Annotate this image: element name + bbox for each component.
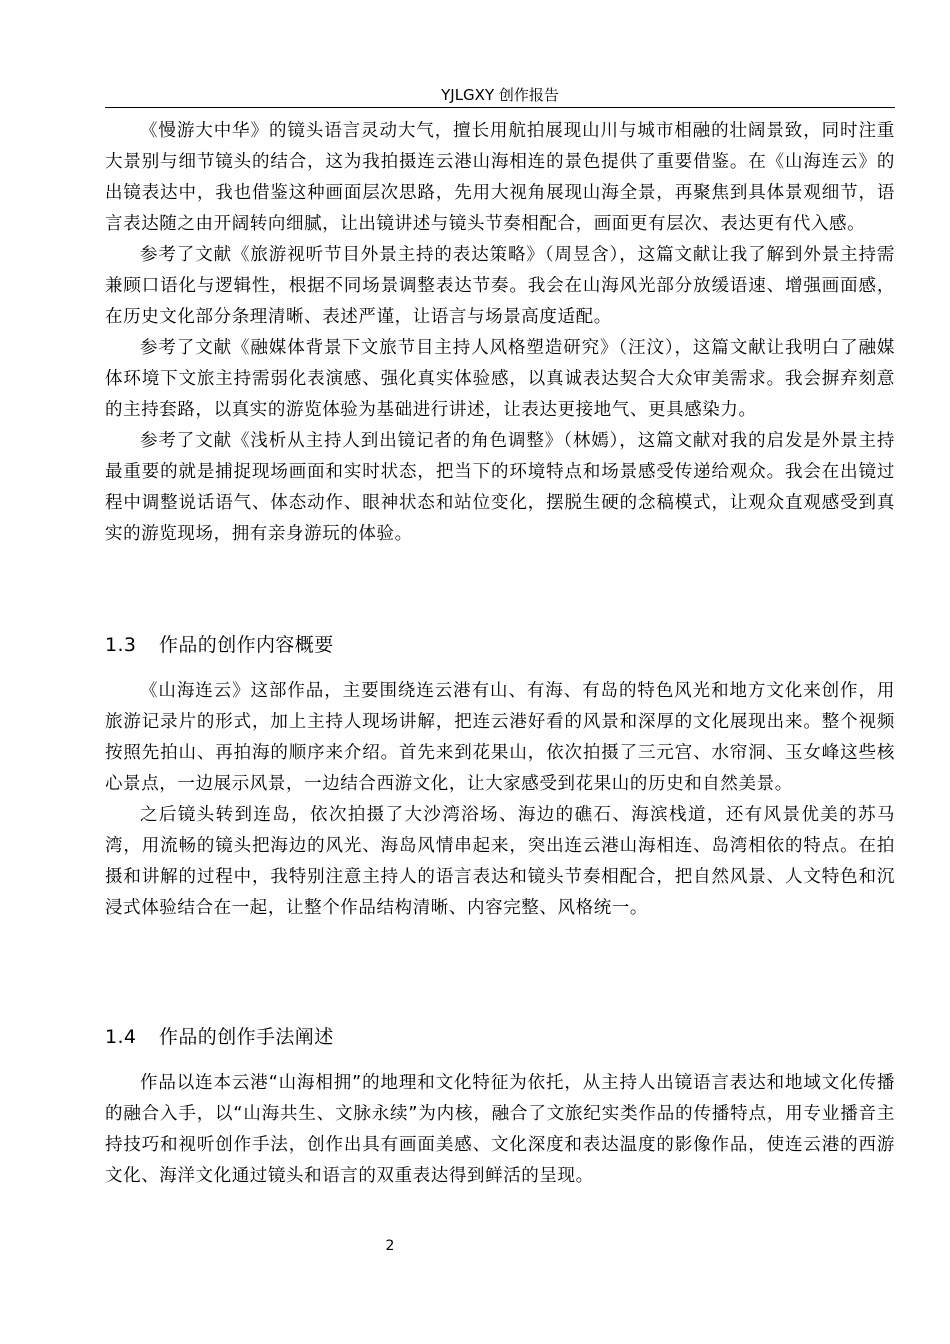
section-title: 作品的创作内容概要	[159, 634, 334, 656]
section-title: 作品的创作手法阐述	[159, 1026, 334, 1048]
section-1-3-text	[105, 676, 895, 924]
paragraph: 《慢游大中华》的镜头语言灵动大气，擅长用航拍展现山川与城市相融的壮阔景致，同时注重大景别与细节镜头的结合，这为我拍摄连云港山海相连的景色提供了重要借鉴。在《山海连云》的出镜表达中，我也借鉴这种画面层次思路，先用大视角展现山海全景，再聚焦到具体景观细节，语言表达随之由开阔转向细腻，让出镜讲述与镜头节奏相配合，画面更有层次、表达更有代入感。	[105, 121, 895, 234]
section-1-4-text	[105, 1068, 895, 1192]
section-number: 1.3	[105, 634, 137, 656]
paragraph: 参考了文献《浅析从主持人到出镜记者的角色调整》（林嫣），这篇文献对我的启发是外景主持最重要的就是捕捉现场画面和实时状态，把当下的环境特点和场景感受传递给观众。我会在出镜过程中调整说话语气、体态动作、眼神状态和站位变化，摆脱生硬的念稿模式，让观众直观感受到真实的游览现场，拥有亲身游玩的体验。	[105, 431, 895, 544]
intro-text-block	[105, 116, 895, 550]
section-heading-1-3	[105, 631, 895, 659]
paragraph: 《山海连云》这部作品，主要围绕连云港有山、有海、有岛的特色风光和地方文化来创作，用旅游记录片的形式，加上主持人现场讲解，把连云港好看的风景和深厚的文化展现出来。整个视频按照先拍山、再拍海的顺序来介绍。首先来到花果山，依次拍摄了三元宫、水帘洞、玉女峰这些核心景点，一边展示风景，一边结合西游文化，让大家感受到花果山的历史和自然美景。	[105, 681, 895, 794]
paragraph: 作品以连本云港“山海相拥”的地理和文化特征为依托，从主持人出镜语言表达和地域文化传播的融合入手，以“山海共生、文脉永续”为内核，融合了文旅纪实类作品的传播特点，用专业播音主持技巧和视听创作手法，创作出具有画面美感、文化深度和表达温度的影像作品，使连云港的西游文化、海洋文化通过镜头和语言的双重表达得到鲜活的呈现。	[105, 1073, 895, 1186]
running-header: YJLGXY 创作报告	[441, 86, 559, 104]
section-heading-1-4	[105, 1023, 895, 1051]
section-number: 1.4	[105, 1026, 137, 1048]
paragraph: 之后镜头转到连岛，依次拍摄了大沙湾浴场、海边的礁石、海滨栈道，还有风景优美的苏马湾，用流畅的镜头把海边的风光、海岛风情串起来，突出连云港山海相连、岛湾相依的特点。在拍摄和讲解的过程中，我特别注意主持人的语言表达和镜头节奏相配合，把自然风景、人文特色和沉浸式体验结合在一起，让整个作品结构清晰、内容完整、风格统一。	[105, 805, 895, 918]
header-divider	[105, 107, 895, 108]
page-number: 2	[385, 1238, 395, 1254]
paragraph: 参考了文献《融媒体背景下文旅节目主持人风格塑造研究》（汪汶），这篇文献让我明白了融媒体环境下文旅主持需弱化表演感、强化真实体验感，以真诚表达契合大众审美需求。我会摒弃刻意的主持套路，以真实的游览体验为基础进行讲述，让表达更接地气、更具感染力。	[105, 338, 895, 420]
paragraph: 参考了文献《旅游视听节目外景主持的表达策略》（周昱含），这篇文献让我了解到外景主持需兼顾口语化与逻辑性，根据不同场景调整表达节奏。我会在山海风光部分放缓语速、增强画面感，在历史文化部分条理清晰、表述严谨，让语言与场景高度适配。	[105, 245, 895, 327]
